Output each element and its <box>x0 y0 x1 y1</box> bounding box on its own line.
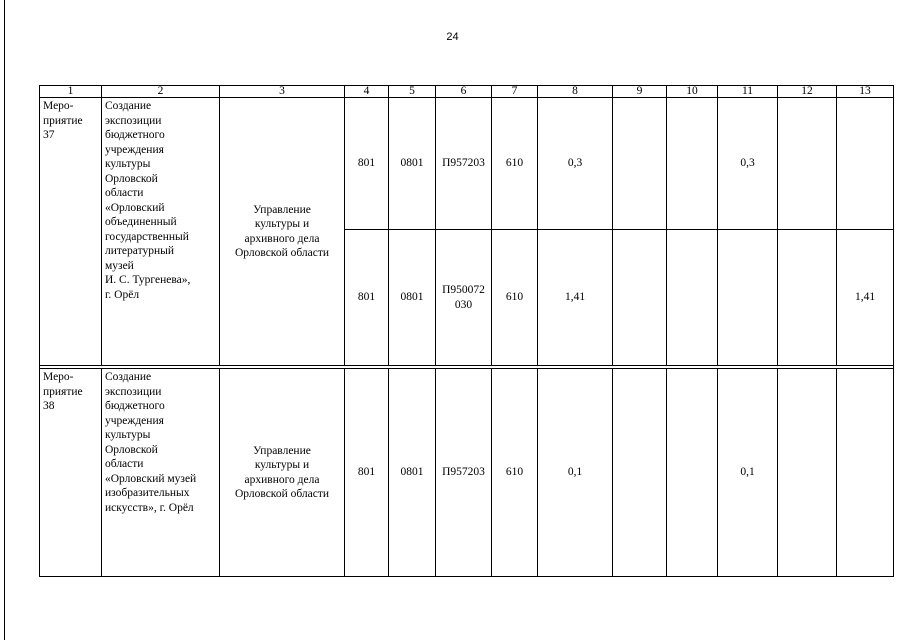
cell-col11: 0,1 <box>718 369 778 577</box>
cell-col4: 801 <box>345 369 389 577</box>
table-row <box>40 369 894 577</box>
cell-col9 <box>613 98 667 230</box>
cell-col8: 0,3 <box>538 98 613 230</box>
cell-col6: П957203 <box>436 98 492 230</box>
left-margin-rule <box>4 0 5 640</box>
cell-col6: П950072 030 <box>436 230 492 366</box>
cell-col12 <box>778 98 837 230</box>
event38-executor: Управление культуры и архивного дела Орловской области <box>220 369 345 577</box>
header-cell-1: 1 <box>40 86 102 98</box>
cell-col4: 801 <box>345 98 389 230</box>
cell-col7: 610 <box>492 98 538 230</box>
header-cell-4: 4 <box>345 86 389 98</box>
cell-col7: 610 <box>492 230 538 366</box>
cell-col13: 1,41 <box>837 230 894 366</box>
cell-col11 <box>718 230 778 366</box>
cell-col5: 0801 <box>389 369 436 577</box>
budget-table <box>39 85 894 577</box>
cell-col10 <box>667 369 718 577</box>
cell-col5: 0801 <box>389 98 436 230</box>
cell-col13 <box>837 369 894 577</box>
cell-col10 <box>667 98 718 230</box>
header-cell-8: 8 <box>538 86 613 98</box>
event37-label: Меро- приятие 37 <box>40 98 102 366</box>
cell-col12 <box>778 230 837 366</box>
header-cell-13: 13 <box>837 86 894 98</box>
event37-executor: Управление культуры и архивного дела Орловской области <box>220 98 345 366</box>
cell-col8: 0,1 <box>538 369 613 577</box>
header-cell-7: 7 <box>492 86 538 98</box>
header-cell-5: 5 <box>389 86 436 98</box>
event38-label: Меро- приятие 38 <box>40 369 102 577</box>
page-number: 24 <box>446 31 459 43</box>
table-row <box>40 98 894 230</box>
cell-col4: 801 <box>345 230 389 366</box>
cell-col10 <box>667 230 718 366</box>
cell-col13 <box>837 98 894 230</box>
cell-col9 <box>613 230 667 366</box>
cell-col11: 0,3 <box>718 98 778 230</box>
cell-col5: 0801 <box>389 230 436 366</box>
cell-col6: П957203 <box>436 369 492 577</box>
cell-col7: 610 <box>492 369 538 577</box>
header-cell-10: 10 <box>667 86 718 98</box>
header-cell-3: 3 <box>220 86 345 98</box>
header-cell-12: 12 <box>778 86 837 98</box>
header-cell-11: 11 <box>718 86 778 98</box>
header-cell-6: 6 <box>436 86 492 98</box>
cell-col12 <box>778 369 837 577</box>
cell-col9 <box>613 369 667 577</box>
header-cell-9: 9 <box>613 86 667 98</box>
header-row <box>40 86 894 98</box>
event38-title: Создание экспозиции бюджетного учреждения культуры Орловской области «Орловский музей изобразительных искусств», г. Орёл <box>102 369 220 577</box>
event37-title: Создание экспозиции бюджетного учреждения культуры Орловской области «Орловский объединенный государственный литературный музей И. С. Тургенева», г. Орёл <box>102 98 220 366</box>
cell-col8: 1,41 <box>538 230 613 366</box>
header-cell-2: 2 <box>102 86 220 98</box>
